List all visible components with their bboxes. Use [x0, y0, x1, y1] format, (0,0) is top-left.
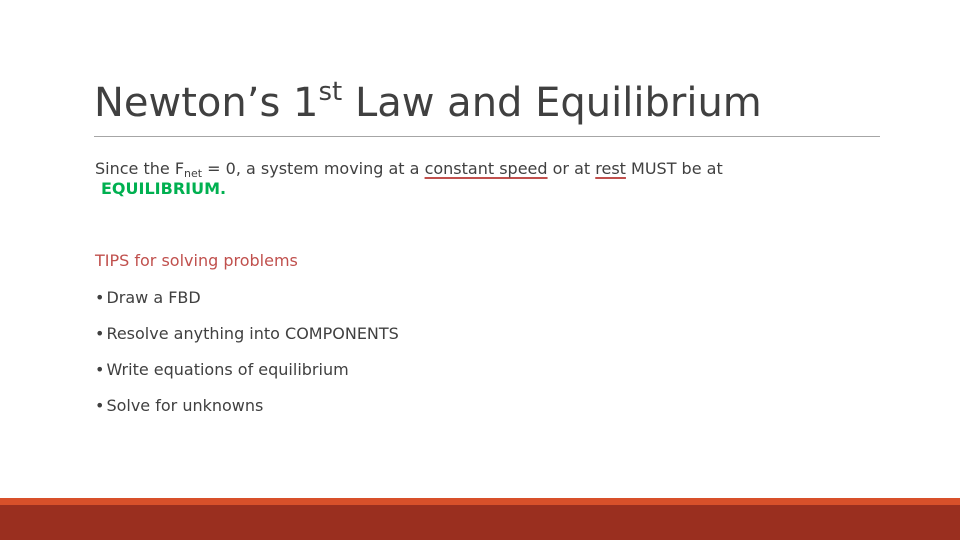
bullet-icon: • — [95, 288, 105, 307]
footer-band — [0, 505, 960, 540]
slide-title — [94, 77, 762, 126]
list-item — [95, 324, 399, 360]
bullet-icon: • — [95, 360, 105, 379]
body-part-4: MUST be at — [625, 159, 723, 178]
title-main: Newton’s 1 — [94, 80, 319, 126]
list-item-text: Solve for unknowns — [106, 396, 264, 415]
list-item — [95, 396, 399, 432]
tips-heading: TIPS for solving problems — [95, 251, 298, 270]
bullet-icon: • — [95, 324, 105, 343]
body-part-3: or at — [547, 159, 596, 178]
underlined-rest: rest — [595, 159, 626, 178]
footer-accent-stripe — [0, 498, 960, 505]
title-superscript: st — [318, 77, 343, 107]
list-item-text: Draw a FBD — [106, 288, 201, 307]
list-item-text: Write equations of equilibrium — [106, 360, 349, 379]
body-subscript: net — [184, 167, 203, 180]
underlined-constant-speed: constant speed — [424, 159, 548, 178]
body-part-2: = 0, a system moving at a — [202, 159, 425, 178]
list-item — [95, 360, 399, 396]
bullet-icon: • — [95, 396, 105, 415]
list-item — [95, 288, 399, 324]
list-item-text: Resolve anything into COMPONENTS — [106, 324, 399, 343]
equilibrium-emphasis: EQUILIBRIUM. — [101, 179, 227, 198]
body-paragraph — [95, 158, 723, 180]
body-part-1: Since the F — [95, 159, 185, 178]
title-rest: Law and Equilibrium — [342, 80, 762, 126]
tips-list — [95, 288, 399, 432]
title-divider — [94, 136, 880, 137]
